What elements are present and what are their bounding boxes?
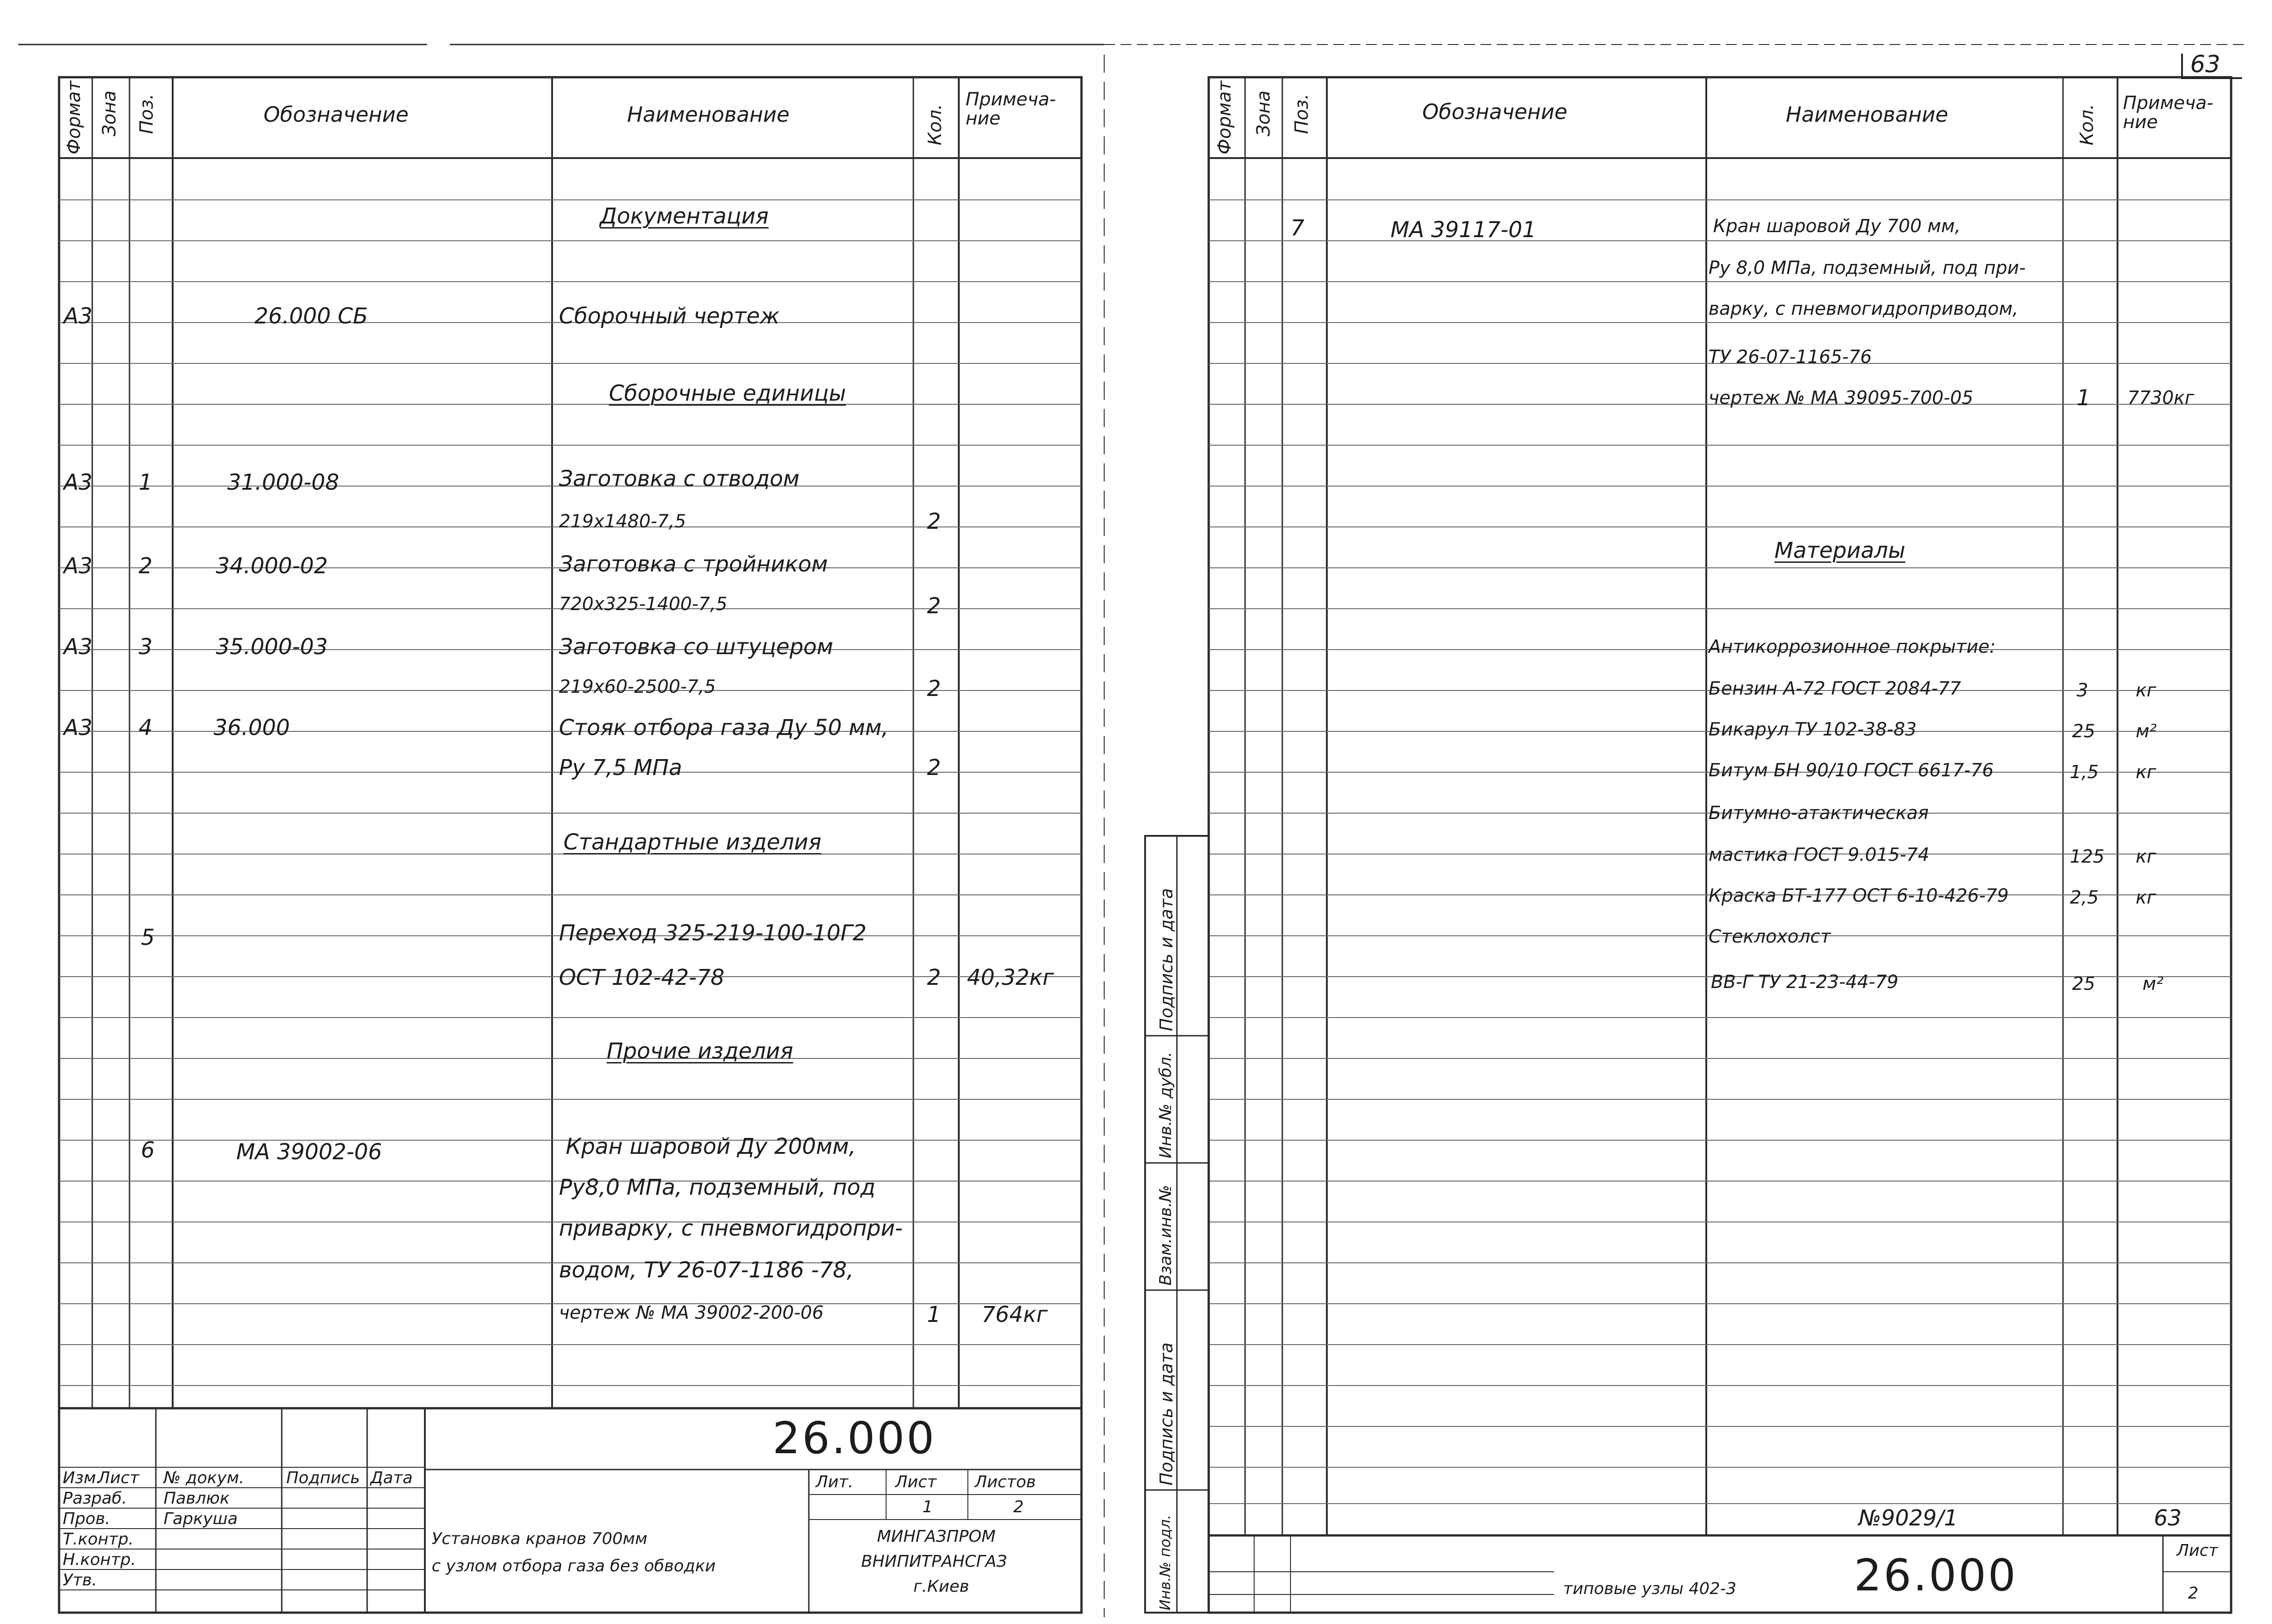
page-number-bottom: 63 — [2154, 1505, 2182, 1531]
change-header-date: Дата — [370, 1469, 413, 1487]
row-name: Заготовка со штуцером — [559, 634, 833, 660]
side-label-orig-inv: Инв.№ подл. — [1156, 1515, 1174, 1610]
side-label-replace-inv: Взам.инв.№ — [1156, 1185, 1175, 1286]
role-tech-control: Т.контр. — [63, 1530, 134, 1549]
section-title: Сборочные единицы — [609, 381, 846, 406]
row-name: Битум БН 90/10 ГОСТ 6617-76 — [1709, 760, 1994, 781]
row-pos: 7 — [1290, 215, 1305, 241]
section-title: Стандартные изделия — [563, 829, 822, 855]
developer-name: Павлюк — [164, 1489, 230, 1508]
row-name: 219x1480-7,5 — [559, 511, 686, 532]
row-name: Ру8,0 МПа, подземный, под — [559, 1175, 876, 1200]
row-qty: 125 — [2070, 846, 2105, 867]
row-note: кг — [2136, 887, 2157, 908]
product-name-line2: с узлом отбора газа без обводки — [432, 1557, 716, 1575]
row-designation: 35.000-03 — [216, 634, 328, 660]
row-name: Сборочный чертеж — [559, 303, 780, 329]
row-name: Заготовка с тройником — [559, 551, 828, 577]
row-format: А3 — [64, 470, 93, 495]
header-note-right-part1: Примеча- — [2123, 93, 2213, 114]
org-line2: ВНИПИТРАНСГАЗ — [861, 1552, 1007, 1571]
row-name: 219x60-2500-7,5 — [559, 676, 716, 697]
row-designation: 26.000 СБ — [254, 303, 368, 329]
row-pos: 5 — [141, 925, 155, 950]
row-pos: 6 — [141, 1137, 155, 1163]
section-title: Материалы — [1774, 538, 1905, 563]
row-name: варку, с пневмогидроприводом, — [1709, 298, 2018, 319]
header-zone-right: Зона — [1253, 90, 1274, 136]
row-name: Антикоррозионное покрытие: — [1709, 636, 1996, 657]
header-name: Наименование — [627, 102, 790, 127]
row-name: 720x325-1400-7,5 — [559, 594, 727, 615]
row-qty: 2 — [927, 509, 941, 534]
org-line1: МИНГАЗПРОМ — [877, 1527, 996, 1546]
header-note-part2: ние — [966, 108, 1001, 129]
section-title: Прочие изделия — [607, 1038, 793, 1064]
change-header-sign: Подпись — [286, 1469, 360, 1487]
row-note: кг — [2136, 762, 2157, 783]
row-pos: 4 — [139, 715, 153, 740]
row-note: кг — [2136, 846, 2157, 867]
row-name: Бикарул ТУ 102-38-83 — [1709, 719, 1917, 740]
series-text: типовые узлы 402-3 — [1563, 1579, 1737, 1598]
row-designation: МА 39002-06 — [236, 1139, 382, 1165]
side-label-sign-date-2: Подпись и дата — [1156, 1342, 1176, 1485]
row-name: Ру 7,5 МПа — [559, 755, 683, 780]
side-label-sign-date: Подпись и дата — [1156, 888, 1176, 1031]
row-qty: 1,5 — [2070, 762, 2099, 783]
section-title: Документация — [600, 204, 769, 229]
row-format: А3 — [64, 303, 93, 329]
row-note: м² — [2142, 973, 2164, 994]
row-name: Стояк отбора газа Ду 50 мм, — [559, 715, 889, 740]
row-qty: 2 — [927, 755, 941, 780]
row-qty: 1 — [2077, 385, 2091, 411]
page-number: 63 — [2190, 51, 2221, 78]
doc-number-right: 26.000 — [1854, 1550, 2018, 1601]
header-note-right — [2123, 94, 2213, 132]
role-approver: Утв. — [63, 1571, 97, 1589]
sheet-value-right: 2 — [2188, 1584, 2198, 1603]
row-qty: 25 — [2072, 973, 2095, 994]
header-pos-right: Поз. — [1291, 94, 1312, 134]
row-format: А3 — [64, 634, 93, 660]
sheet-label-right: Лист — [2177, 1541, 2218, 1560]
row-designation: 34.000-02 — [216, 553, 328, 579]
header-note-right-part2: ние — [2123, 112, 2158, 133]
header-designation-right: Обозначение — [1422, 99, 1568, 124]
row-name: Битумно-атактическая — [1709, 803, 1929, 824]
row-name: ТУ 26-07-1165-76 — [1709, 347, 1872, 368]
row-qty: 3 — [2077, 680, 2088, 701]
row-name: Бензин А-72 ГОСТ 2084-77 — [1709, 678, 1961, 699]
header-pos: Поз. — [136, 94, 157, 134]
role-norm-control: Н.контр. — [63, 1550, 136, 1569]
header-note — [966, 90, 1056, 128]
role-checker: Пров. — [63, 1510, 110, 1528]
header-format-right: Формат — [1214, 80, 1235, 154]
row-name: Ру 8,0 МПа, подземный, под при- — [1709, 258, 2026, 278]
row-qty: 2 — [927, 676, 941, 701]
header-name-right: Наименование — [1786, 102, 1948, 127]
sheet-label: Лист — [895, 1473, 937, 1491]
row-name: приварку, с пневмогидропри- — [559, 1216, 903, 1241]
row-name: Переход 325-219-100-10Г2 — [559, 920, 867, 946]
row-note: 7730кг — [2128, 387, 2194, 408]
row-qty: 1 — [927, 1302, 941, 1327]
row-qty: 2 — [927, 965, 941, 990]
role-developer: Разраб. — [63, 1489, 127, 1508]
org-line3: г.Киев — [913, 1577, 969, 1596]
header-designation: Обозначение — [264, 102, 409, 127]
change-header-list: Лист — [98, 1469, 140, 1487]
row-qty: 25 — [2072, 721, 2095, 742]
row-pos: 1 — [139, 470, 153, 495]
row-name: водом, ТУ 26-07-1186 -78, — [559, 1257, 854, 1283]
header-qty-right: Кол. — [2077, 104, 2098, 145]
row-name: чертеж № МА 39095-700-05 — [1709, 387, 1973, 408]
header-format: Формат — [64, 80, 85, 154]
row-note: 40,32кг — [967, 965, 1054, 990]
row-note: м² — [2136, 721, 2157, 742]
row-qty: 2 — [927, 593, 941, 619]
inventory-number: №9029/1 — [1858, 1505, 1958, 1531]
header-qty: Кол. — [925, 104, 946, 145]
row-name: ОСТ 102-42-78 — [559, 965, 725, 990]
row-format: А3 — [64, 715, 93, 740]
sheet-value: 1 — [922, 1498, 933, 1516]
row-name: чертеж № МА 39002-200-06 — [559, 1302, 824, 1323]
row-name: ВВ-Г ТУ 21-23-44-79 — [1711, 972, 1898, 993]
row-designation: МА 39117-01 — [1390, 217, 1536, 243]
change-header-doc: № докум. — [164, 1469, 244, 1487]
row-note: кг — [2136, 680, 2157, 701]
row-designation: 31.000-08 — [227, 470, 339, 495]
header-zone: Зона — [99, 90, 120, 136]
checker-name: Гаркуша — [164, 1510, 238, 1528]
row-name: мастика ГОСТ 9.015-74 — [1709, 844, 1930, 865]
row-name: Стеклохолст — [1709, 926, 1831, 947]
row-name: Краска БТ-177 ОСТ 6-10-426-79 — [1709, 885, 2009, 906]
change-header-izm: Изм. — [63, 1469, 101, 1487]
row-qty: 2,5 — [2070, 887, 2099, 908]
row-name: Кран шаровой Ду 700 мм, — [1713, 216, 1961, 237]
row-note: 764кг — [982, 1302, 1048, 1327]
lit-label: Лит. — [816, 1473, 853, 1491]
sheets-value: 2 — [1013, 1498, 1024, 1516]
header-note-part1: Примеча- — [966, 89, 1056, 110]
row-format: А3 — [64, 553, 93, 579]
row-name: Заготовка с отводом — [559, 466, 800, 492]
doc-number: 26.000 — [772, 1413, 936, 1464]
row-pos: 2 — [139, 553, 153, 579]
side-label-dup-inv: Инв.№ дубл. — [1156, 1052, 1175, 1158]
sheets-label: Листов — [975, 1473, 1036, 1491]
row-designation: 36.000 — [214, 715, 290, 740]
row-name: Кран шаровой Ду 200мм, — [566, 1134, 856, 1159]
row-pos: 3 — [139, 634, 153, 660]
product-name-line1: Установка кранов 700мм — [432, 1530, 648, 1548]
